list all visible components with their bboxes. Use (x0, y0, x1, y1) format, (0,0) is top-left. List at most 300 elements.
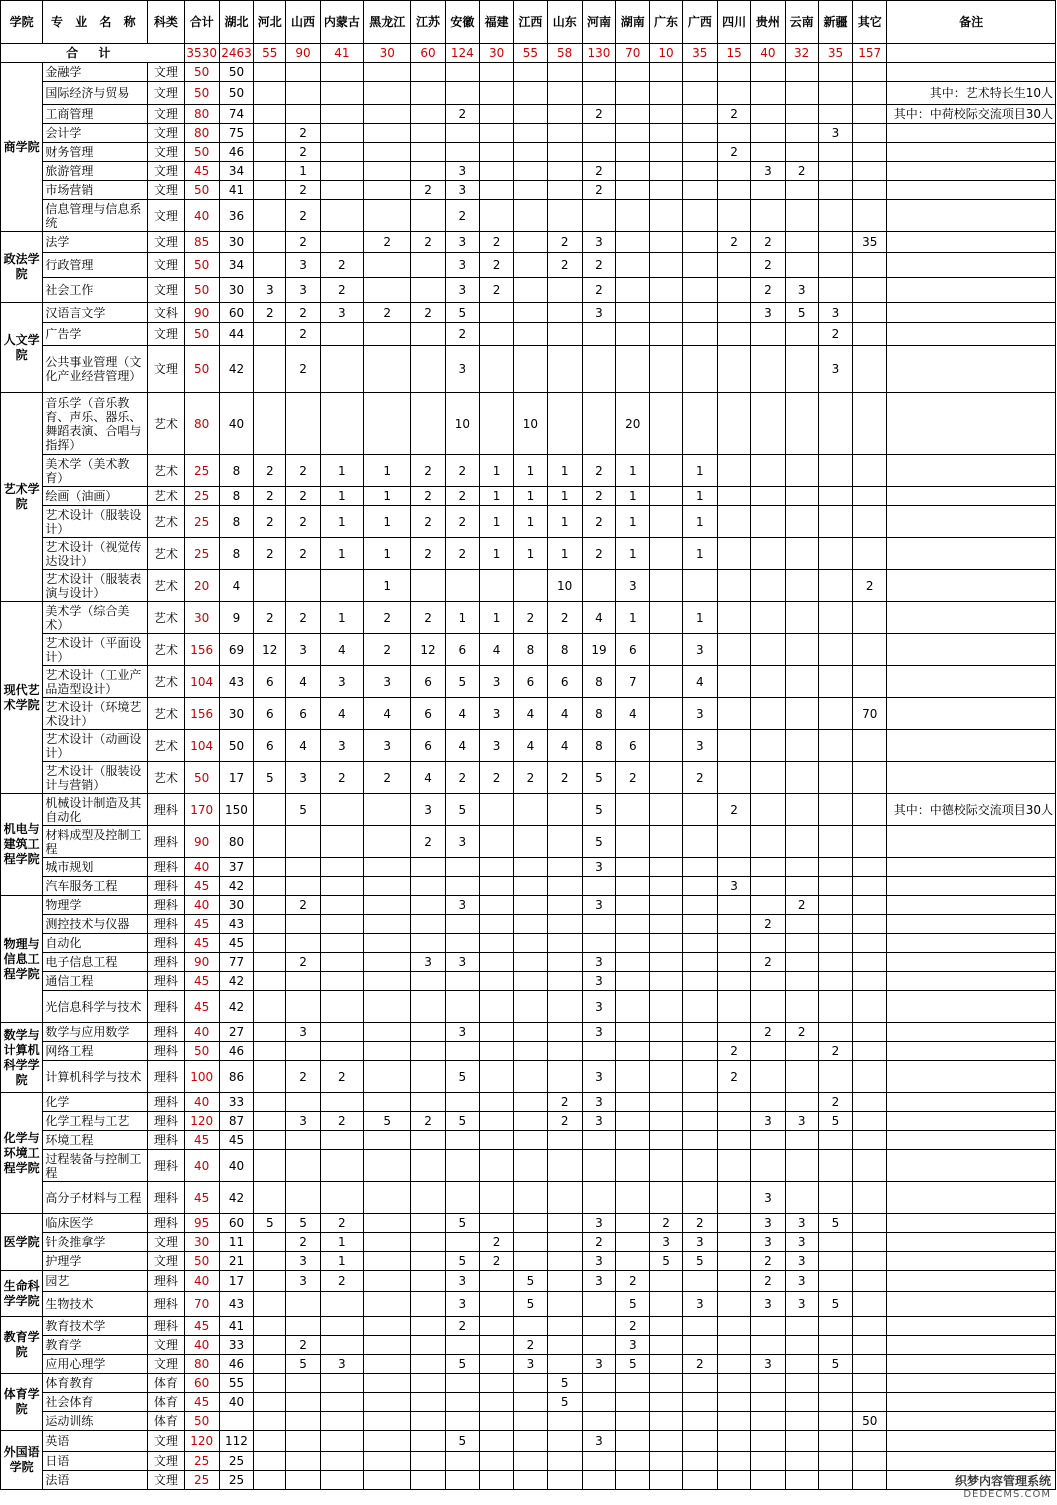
remark (887, 877, 1056, 896)
major-name: 财务管理 (43, 143, 148, 162)
province-quota (411, 253, 445, 278)
province-quota: 2 (479, 232, 513, 253)
province-quota (411, 1471, 445, 1490)
province-quota: 1 (514, 455, 547, 487)
province-quota (717, 200, 750, 232)
province-quota (785, 730, 818, 762)
province-quota: 4 (514, 730, 547, 762)
province-quota (411, 162, 445, 181)
province-quota (616, 896, 650, 915)
remark (887, 1452, 1056, 1471)
province-quota (254, 1393, 286, 1412)
column-header: 湖北 (219, 1, 253, 44)
province-quota (785, 602, 818, 634)
province-quota (650, 953, 682, 972)
province-quota: 3 (616, 1336, 650, 1355)
province-quota: 2 (616, 1317, 650, 1336)
province-quota (818, 877, 852, 896)
province-quota (286, 826, 320, 858)
province-quota (751, 1431, 785, 1452)
table-row (1, 1182, 1056, 1214)
subject-category: 文理 (148, 124, 184, 143)
province-quota (514, 858, 547, 877)
province-quota: 2 (286, 1336, 320, 1355)
province-quota (785, 82, 818, 105)
province-quota (818, 1271, 852, 1292)
table-row (1, 1271, 1056, 1292)
province-quota (547, 82, 582, 105)
province-quota: 3 (411, 953, 445, 972)
province-quota (364, 915, 411, 934)
column-header: 福建 (479, 1, 513, 44)
province-quota: 42 (219, 877, 253, 896)
remark (887, 826, 1056, 858)
province-quota (853, 487, 887, 506)
province-quota: 4 (364, 698, 411, 730)
province-quota (320, 972, 363, 991)
province-quota (364, 1252, 411, 1271)
remark (887, 1131, 1056, 1150)
province-quota (853, 1271, 887, 1292)
remark (887, 762, 1056, 794)
province-quota (547, 143, 582, 162)
province-quota (445, 1374, 479, 1393)
province-quota (479, 1271, 513, 1292)
province-quota: 2 (582, 162, 615, 181)
province-quota (514, 346, 547, 393)
table-body (1, 44, 1056, 1490)
province-quota (479, 1182, 513, 1214)
province-quota: 1 (514, 538, 547, 570)
province-quota (785, 794, 818, 826)
province-quota (682, 953, 717, 972)
province-quota: 2 (547, 762, 582, 794)
major-name: 市场营销 (43, 181, 148, 200)
province-quota (411, 1023, 445, 1042)
remark (887, 972, 1056, 991)
province-quota: 5 (616, 1292, 650, 1317)
province-quota (547, 794, 582, 826)
province-quota (254, 1061, 286, 1093)
province-quota (751, 858, 785, 877)
province-quota: 3 (582, 232, 615, 253)
province-quota (411, 1412, 445, 1431)
province-quota: 2 (445, 200, 479, 232)
province-quota: 8 (219, 506, 253, 538)
row-total: 25 (184, 1471, 219, 1490)
province-quota (818, 953, 852, 972)
province-quota (853, 1131, 887, 1150)
province-quota: 42 (219, 972, 253, 991)
province-quota (320, 877, 363, 896)
province-quota (751, 200, 785, 232)
province-quota (286, 1452, 320, 1471)
province-quota (853, 666, 887, 698)
remark (887, 232, 1056, 253)
province-quota (616, 858, 650, 877)
province-quota (853, 730, 887, 762)
province-quota: 12 (411, 634, 445, 666)
province-quota: 2 (445, 455, 479, 487)
province-quota (479, 934, 513, 953)
province-quota: 3 (682, 1292, 717, 1317)
province-quota (650, 82, 682, 105)
province-quota (364, 1412, 411, 1431)
province-quota (650, 105, 682, 124)
province-quota: 3 (445, 278, 479, 303)
remark (887, 1042, 1056, 1061)
major-name: 园艺 (43, 1271, 148, 1292)
province-quota: 3 (286, 634, 320, 666)
province-quota: 1 (364, 538, 411, 570)
province-quota (514, 303, 547, 323)
province-quota (717, 1150, 750, 1182)
major-name: 艺术设计（视觉传达设计） (43, 538, 148, 570)
province-quota (650, 1112, 682, 1131)
province-quota: 21 (219, 1252, 253, 1271)
province-quota: 3 (479, 666, 513, 698)
province-quota: 3 (785, 1292, 818, 1317)
college-cell: 教育学院 (1, 1317, 43, 1374)
province-quota (682, 82, 717, 105)
province-quota: 2 (286, 455, 320, 487)
province-quota (479, 82, 513, 105)
province-quota (411, 124, 445, 143)
province-quota (650, 1023, 682, 1042)
column-header: 贵州 (751, 1, 785, 44)
province-quota (320, 200, 363, 232)
province-quota (364, 323, 411, 346)
province-quota (364, 1374, 411, 1393)
province-quota: 20 (616, 393, 650, 455)
remark (887, 1271, 1056, 1292)
province-quota: 2 (818, 1042, 852, 1061)
province-quota (320, 1131, 363, 1150)
province-quota: 45 (219, 934, 253, 953)
province-quota: 5 (445, 303, 479, 323)
province-quota (751, 666, 785, 698)
major-name: 运动训练 (43, 1412, 148, 1431)
province-quota (853, 1317, 887, 1336)
remark (887, 991, 1056, 1023)
major-name: 生物技术 (43, 1292, 148, 1317)
province-quota: 5 (254, 1214, 286, 1233)
province-quota: 1 (364, 506, 411, 538)
province-quota: 3 (479, 698, 513, 730)
province-quota (320, 1471, 363, 1490)
province-quota (616, 1452, 650, 1471)
province-quota (479, 1393, 513, 1412)
province-quota (320, 393, 363, 455)
province-quota: 2 (514, 602, 547, 634)
province-quota (650, 1471, 682, 1490)
province-quota: 40 (219, 1393, 253, 1412)
row-total: 50 (184, 82, 219, 105)
province-quota: 2 (254, 455, 286, 487)
row-total: 45 (184, 1131, 219, 1150)
province-quota (364, 877, 411, 896)
province-quota: 2 (320, 762, 363, 794)
province-quota (254, 1452, 286, 1471)
province-quota (853, 602, 887, 634)
province-quota (320, 162, 363, 181)
remark (887, 1292, 1056, 1317)
remark (887, 896, 1056, 915)
province-quota (853, 82, 887, 105)
province-quota: 10 (445, 393, 479, 455)
province-quota: 2 (411, 538, 445, 570)
province-quota: 50 (219, 82, 253, 105)
province-quota (616, 253, 650, 278)
province-quota: 2 (582, 253, 615, 278)
province-quota (547, 1336, 582, 1355)
watermark (955, 1475, 1051, 1501)
province-quota: 3 (286, 1252, 320, 1271)
province-quota (364, 124, 411, 143)
province-quota (364, 393, 411, 455)
province-quota (582, 934, 615, 953)
province-quota: 80 (219, 826, 253, 858)
province-quota (411, 1150, 445, 1182)
province-quota: 2 (682, 762, 717, 794)
table-row (1, 1061, 1056, 1093)
province-quota (650, 877, 682, 896)
remark (887, 698, 1056, 730)
province-quota (616, 1182, 650, 1214)
province-quota: 8 (219, 538, 253, 570)
row-total: 45 (184, 1182, 219, 1214)
province-quota (547, 181, 582, 200)
column-header: 广东 (650, 1, 682, 44)
province-quota (320, 1336, 363, 1355)
major-name: 旅游管理 (43, 162, 148, 181)
province-quota (751, 730, 785, 762)
subject-category: 理科 (148, 1214, 184, 1233)
province-quota (751, 538, 785, 570)
province-quota (411, 1214, 445, 1233)
column-header: 备注 (887, 1, 1056, 44)
province-quota (751, 972, 785, 991)
province-quota (547, 953, 582, 972)
college-cell: 艺术学院 (1, 393, 43, 602)
province-quota (650, 896, 682, 915)
province-quota: 2 (254, 538, 286, 570)
province-quota (547, 1150, 582, 1182)
province-quota: 3 (785, 1271, 818, 1292)
province-quota: 2 (445, 487, 479, 506)
province-quota (445, 1471, 479, 1490)
province-quota (818, 1023, 852, 1042)
province-quota (650, 1431, 682, 1452)
province-quota: 17 (219, 762, 253, 794)
province-quota: 4 (286, 730, 320, 762)
province-quota: 3 (751, 1214, 785, 1233)
province-quota (650, 303, 682, 323)
province-quota: 1 (479, 538, 513, 570)
province-quota (286, 915, 320, 934)
province-quota (411, 1061, 445, 1093)
province-quota: 2 (364, 303, 411, 323)
province-quota: 41 (219, 1317, 253, 1336)
table-row (1, 570, 1056, 602)
province-quota (411, 991, 445, 1023)
province-quota (286, 1431, 320, 1452)
province-quota: 3 (616, 570, 650, 602)
province-quota (364, 1393, 411, 1412)
remark (887, 602, 1056, 634)
subject-category: 文理 (148, 181, 184, 200)
province-quota (818, 730, 852, 762)
province-quota: 19 (582, 634, 615, 666)
province-quota (853, 1023, 887, 1042)
major-name: 国际经济与贸易 (43, 82, 148, 105)
province-quota (320, 826, 363, 858)
province-quota (650, 858, 682, 877)
province-quota (853, 1042, 887, 1061)
province-quota (650, 794, 682, 826)
province-quota: 3 (582, 1023, 615, 1042)
major-name: 社会体育 (43, 1393, 148, 1412)
province-quota (514, 1093, 547, 1112)
province-quota (514, 105, 547, 124)
province-quota: 4 (616, 698, 650, 730)
row-total: 120 (184, 1112, 219, 1131)
province-quota (411, 570, 445, 602)
province-quota (818, 1150, 852, 1182)
subject-category: 文理 (148, 1355, 184, 1374)
province-quota (411, 1093, 445, 1112)
province-quota (818, 232, 852, 253)
province-quota (717, 487, 750, 506)
province-quota (547, 105, 582, 124)
province-quota (254, 1336, 286, 1355)
province-quota (785, 346, 818, 393)
province-quota: 2 (616, 762, 650, 794)
province-quota (616, 143, 650, 162)
province-quota (364, 1042, 411, 1061)
province-quota (717, 124, 750, 143)
province-quota: 4 (411, 762, 445, 794)
province-quota (254, 896, 286, 915)
province-quota (785, 953, 818, 972)
province-quota (254, 1042, 286, 1061)
province-quota (254, 1317, 286, 1336)
total-value: 55 (254, 44, 286, 63)
table-row (1, 181, 1056, 200)
province-quota (650, 991, 682, 1023)
remark (887, 1431, 1056, 1452)
province-quota (364, 1336, 411, 1355)
province-quota: 2 (286, 538, 320, 570)
college-cell: 体育学院 (1, 1374, 43, 1431)
province-quota: 3 (320, 666, 363, 698)
province-quota: 1 (445, 602, 479, 634)
province-quota (254, 63, 286, 82)
subject-category: 文理 (148, 63, 184, 82)
table-row (1, 1317, 1056, 1336)
province-quota (616, 323, 650, 346)
province-quota (650, 1412, 682, 1431)
province-quota: 40 (219, 393, 253, 455)
column-header: 山东 (547, 1, 582, 44)
province-quota (853, 63, 887, 82)
province-quota (411, 915, 445, 934)
column-header: 广西 (682, 1, 717, 44)
province-quota (254, 200, 286, 232)
total-value: 55 (514, 44, 547, 63)
province-quota (853, 634, 887, 666)
province-quota: 3 (818, 346, 852, 393)
province-quota (785, 666, 818, 698)
province-quota (320, 1317, 363, 1336)
province-quota: 2 (751, 253, 785, 278)
province-quota (717, 1214, 750, 1233)
province-quota (682, 1393, 717, 1412)
province-quota: 6 (514, 666, 547, 698)
province-quota (853, 455, 887, 487)
column-header: 湖南 (616, 1, 650, 44)
major-name: 社会工作 (43, 278, 148, 303)
province-quota: 3 (320, 303, 363, 323)
province-quota (616, 232, 650, 253)
province-quota (582, 1042, 615, 1061)
province-quota (785, 1355, 818, 1374)
province-quota: 1 (364, 570, 411, 602)
province-quota (254, 162, 286, 181)
college-cell: 机电与建筑工程学院 (1, 794, 43, 896)
province-quota (717, 1393, 750, 1412)
province-quota: 2 (853, 570, 887, 602)
remark: 其中：中德校际交流项目30人 (887, 794, 1056, 826)
remark (887, 1233, 1056, 1252)
row-total: 90 (184, 953, 219, 972)
major-name: 音乐学（音乐教育、声乐、器乐、舞蹈表演、合唱与指挥） (43, 393, 148, 455)
province-quota: 36 (219, 200, 253, 232)
province-quota (853, 303, 887, 323)
province-quota (320, 105, 363, 124)
province-quota (717, 1112, 750, 1131)
province-quota (364, 794, 411, 826)
province-quota (751, 1393, 785, 1412)
province-quota (479, 393, 513, 455)
province-quota (682, 858, 717, 877)
row-total: 45 (184, 972, 219, 991)
province-quota (411, 877, 445, 896)
province-quota (411, 1182, 445, 1214)
province-quota (818, 1336, 852, 1355)
province-quota (286, 1374, 320, 1393)
province-quota: 2 (479, 1252, 513, 1271)
province-quota: 2 (717, 143, 750, 162)
major-name: 教育技术学 (43, 1317, 148, 1336)
province-quota (320, 124, 363, 143)
province-quota (411, 972, 445, 991)
province-quota: 5 (650, 1252, 682, 1271)
province-quota (682, 991, 717, 1023)
province-quota: 2 (616, 1271, 650, 1292)
table-row (1, 143, 1056, 162)
table-row (1, 1431, 1056, 1452)
province-quota (650, 200, 682, 232)
province-quota: 1 (547, 487, 582, 506)
province-quota (479, 991, 513, 1023)
province-quota (320, 915, 363, 934)
remark (887, 253, 1056, 278)
province-quota: 3 (582, 991, 615, 1023)
province-quota: 2 (254, 303, 286, 323)
remark (887, 1412, 1056, 1431)
province-quota (547, 162, 582, 181)
